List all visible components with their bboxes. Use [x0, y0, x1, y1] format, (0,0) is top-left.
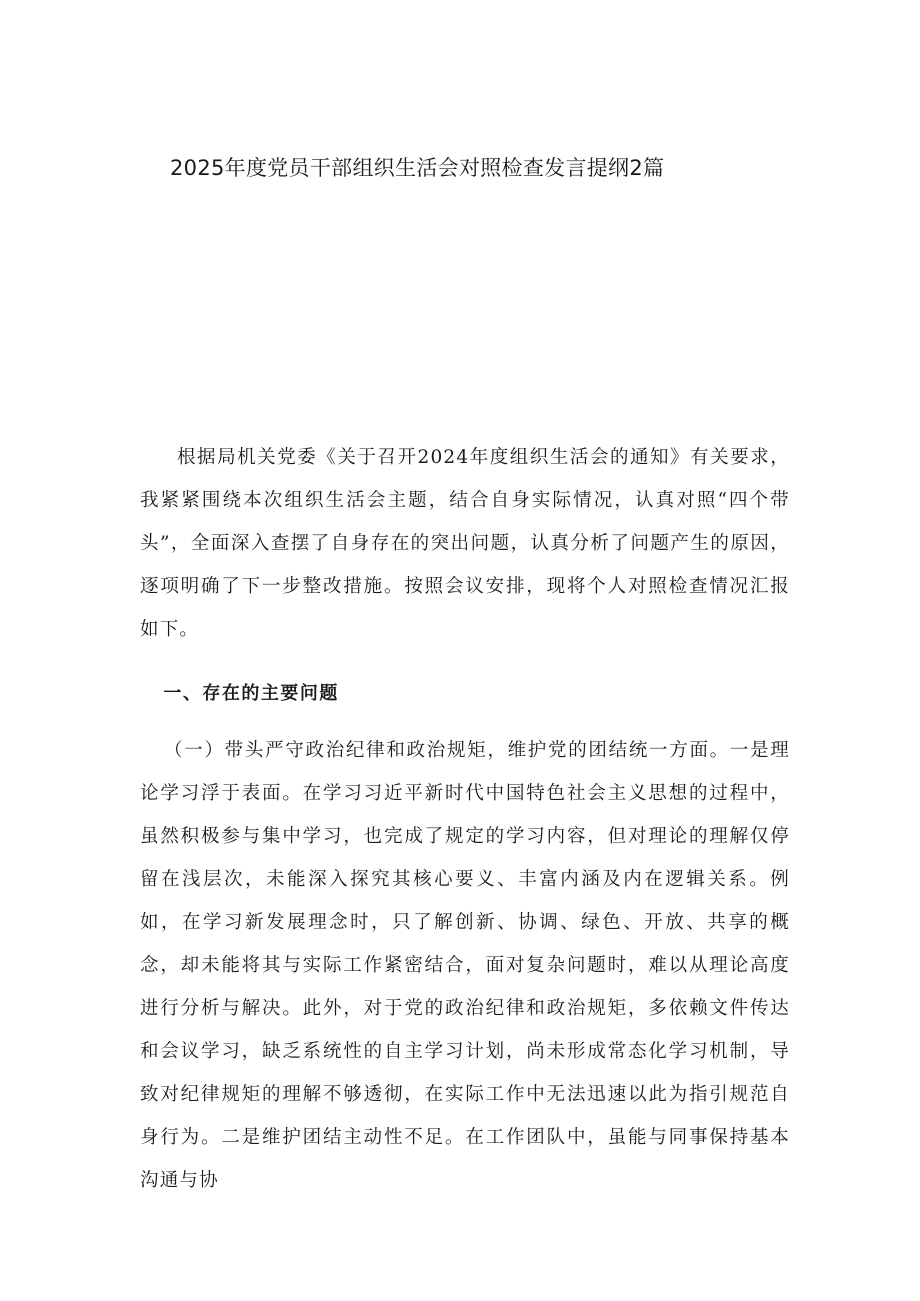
section-paragraph: （一）带头严守政治纪律和政治规矩，维护党的团结统一方面。一是理论学习浮于表面。在学习习近平新时代中国特色社会主义思想的过程中，虽然积极参与集中学习，也完成了规定的学习内容，但对理论的理解仅停留在浅层次，未能深入探究其核心要义、丰富内涵及内在逻辑关系。例如，在学习新发展理念时，只了解创新、协调、绿色、开放、共享的概念，却未能将其与实际工作紧密结合，面对复杂问题时，难以从理论高度进行分析与解决。此外，对于党的政治纪律和政治规矩，多依赖文件传达和会议学习，缺乏系统性的自主学习计划，尚未形成常态化学习机制，导致对纪律规矩的理解不够透彻，在实际工作中无法迅速以此为指引规范自身行为。二是维护团结主动性不足。在工作团队中，虽能与同事保持基本沟通与协 — [140, 740, 790, 1191]
document-body — [140, 436, 790, 1202]
document-title: 2025年度党员干部组织生活会对照检查发言提纲2篇 — [170, 156, 665, 180]
intro-paragraph: 根据局机关党委《关于召开2024年度组织生活会的通知》有关要求，我紧紧围绕本次组织生活会主题，结合自身实际情况，认真对照“四个带头”，全面深入查摆了自身存在的突出问题，认真分析了问题产生的原因，逐项明确了下一步整改措施。按照会议安排，现将个人对照检查情况汇报如下。 — [140, 447, 790, 640]
section-heading: 一、存在的主要问题 — [163, 683, 339, 704]
